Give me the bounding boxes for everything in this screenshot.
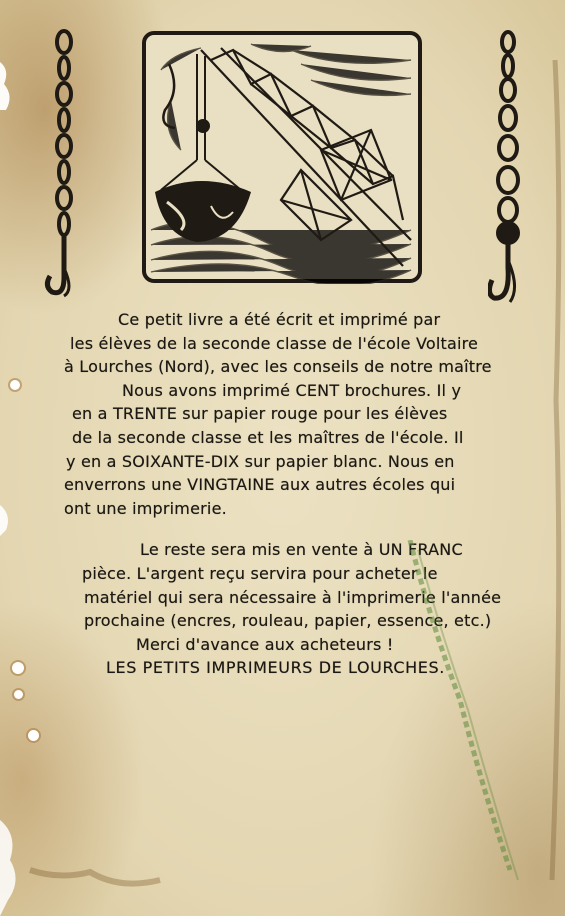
paragraph1-line: Ce petit livre a été écrit et imprimé par <box>118 310 441 329</box>
paragraph1-line: à Lourches (Nord), avec les conseils de notre maître <box>64 357 492 377</box>
chain-hook-left-icon <box>44 28 84 303</box>
paragraph1-line: de la seconde classe et les maîtres de l'école. Il <box>72 427 464 447</box>
paragraph1-line: en a TRENTE sur papier rouge pour les élèves <box>72 404 448 424</box>
punch-hole <box>14 690 23 699</box>
green-stamp-mark <box>400 540 540 900</box>
punch-hole <box>28 730 39 741</box>
paragraph2-line: Le reste sera mis en vente à UN FRANC <box>140 540 463 560</box>
punch-hole <box>12 662 24 674</box>
paragraph1-line: Nous avons imprimé CENT brochures. Il y <box>122 380 462 400</box>
paragraph1-line: ont une imprimerie. <box>64 498 227 518</box>
chain-hook-right-icon <box>488 28 528 308</box>
paragraph1-line: enverrons une VINGTAINE aux autres écoles qui <box>64 475 456 495</box>
thanks-line: Merci d'avance aux acheteurs ! <box>136 634 394 654</box>
punch-hole <box>10 380 20 390</box>
paragraph2-line: matériel qui sera nécessaire à l'imprimerie l'année <box>84 587 502 607</box>
paragraph2-line: pièce. L'argent reçu servira pour acheter le <box>82 563 438 583</box>
paragraph1-line: y en a SOIXANTE-DIX sur papier blanc. Nous en <box>66 451 455 471</box>
paragraph1-line: les élèves de la seconde classe de l'école Voltaire <box>70 333 479 353</box>
signature: LES PETITS IMPRIMEURS DE LOURCHES. <box>106 658 445 678</box>
woodcut-crane-illustration <box>141 30 423 284</box>
paragraph2-line: prochaine (encres, rouleau, papier, essence, etc.) <box>84 611 492 631</box>
